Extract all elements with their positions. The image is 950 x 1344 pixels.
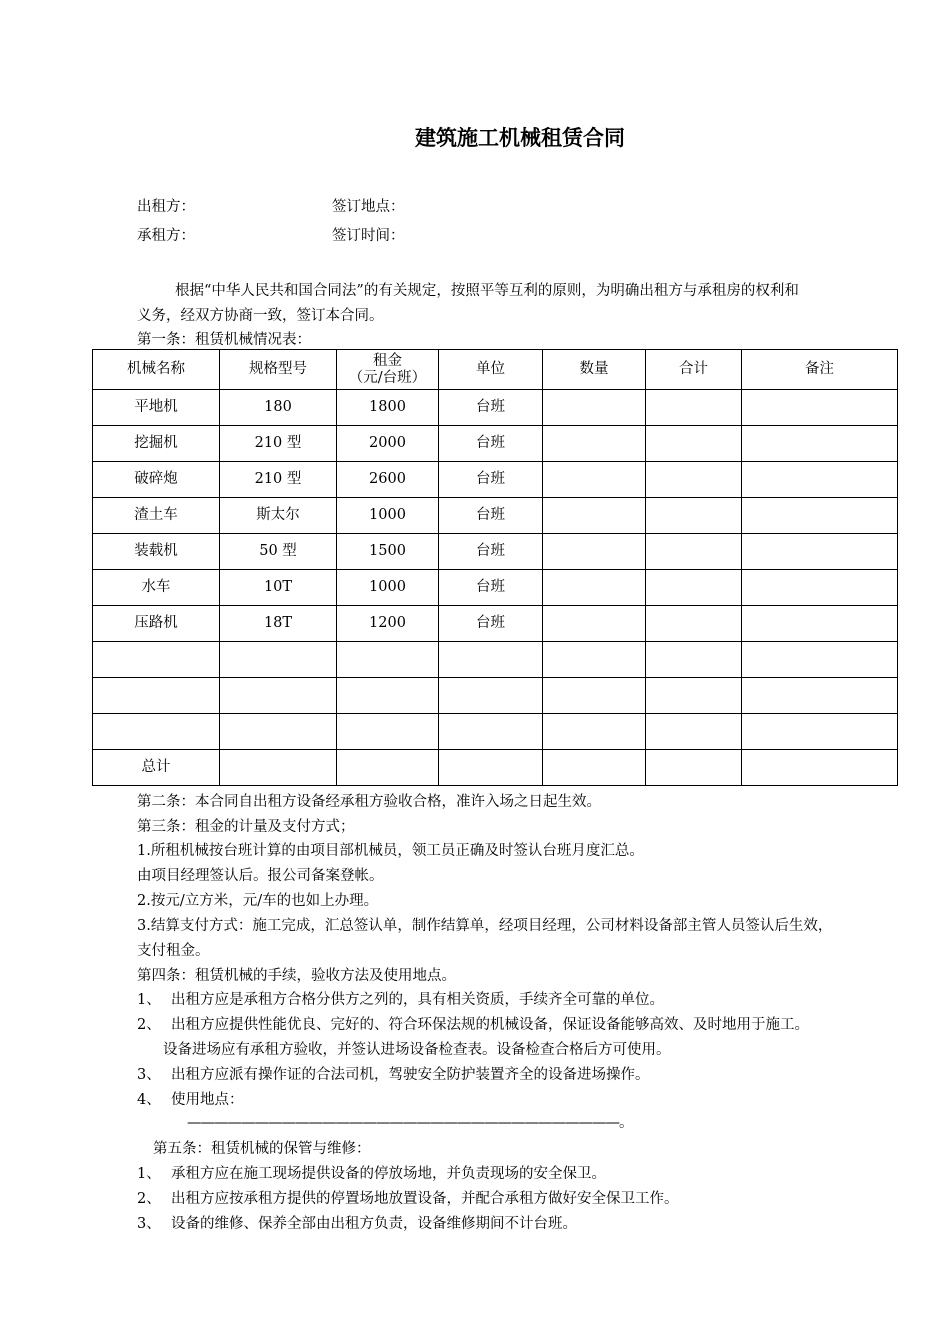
- cell-remarks: [742, 462, 898, 498]
- article-5-item-2: [137, 1187, 679, 1208]
- cell-subtotal: [646, 390, 742, 426]
- item-number: 2、: [137, 1017, 161, 1033]
- header-quantity: 数量: [543, 350, 646, 390]
- header-spec-model: 规格型号: [220, 350, 337, 390]
- cell-quantity: [543, 606, 646, 642]
- table-row: [93, 390, 898, 426]
- item-text: 出租方应派有操作证的合法司机，驾驶安全防护装置齐全的设备进场操作。: [171, 1067, 650, 1083]
- total-label: 总计: [93, 750, 220, 786]
- table-row: [93, 534, 898, 570]
- cell-rent: 1000: [337, 570, 439, 606]
- cell-machine-name: 破碎炮: [93, 462, 220, 498]
- cell-spec-model: 50 型: [220, 534, 337, 570]
- table-row: [93, 462, 898, 498]
- document-title: 建筑施工机械租赁合同: [415, 125, 625, 150]
- cell-machine-name: 挖掘机: [93, 426, 220, 462]
- cell-machine-name: 压路机: [93, 606, 220, 642]
- cell-rent: 1800: [337, 390, 439, 426]
- cell-rent: 2600: [337, 462, 439, 498]
- cell-unit: 台班: [439, 570, 543, 606]
- article-3-item-3: 3.结算支付方式：施工完成，汇总签认单，制作结算单，经项目经理，公司材料设备部主管人员签认后生效，: [137, 918, 833, 934]
- table-row-empty: [93, 642, 898, 678]
- cell-subtotal: [646, 462, 742, 498]
- cell-spec-model: 180: [220, 390, 337, 426]
- article-5-item-3: [137, 1212, 577, 1233]
- article-4-item-4: [137, 1088, 244, 1109]
- table-row: [93, 426, 898, 462]
- cell-rent: 2000: [337, 426, 439, 462]
- item-text: 出租方应是承租方合格分供方之列的，具有相关资质，手续齐全可靠的单位。: [171, 992, 664, 1008]
- cell-subtotal: [646, 498, 742, 534]
- table-header-row: [93, 350, 898, 390]
- cell-subtotal: [646, 606, 742, 642]
- sign-time-label: 签订时间：: [332, 228, 405, 244]
- item-number: 3、: [137, 1067, 161, 1083]
- cell-quantity: [543, 534, 646, 570]
- lessor-label: 出租方：: [137, 199, 195, 215]
- intro-line-2: 义务，经双方协商一致，签订本合同。: [137, 308, 384, 324]
- article-4-title: 第四条：租赁机械的手续，验收方法及使用地点。: [137, 968, 456, 984]
- party-row-lessor: [137, 195, 405, 216]
- table-row-empty: [93, 714, 898, 750]
- header-rent: [337, 350, 439, 390]
- item-text: 设备的维修、保养全部由出租方负责，设备维修期间不计台班。: [171, 1216, 577, 1232]
- cell-remarks: [742, 606, 898, 642]
- lessee-label: 承租方：: [137, 228, 195, 244]
- cell-unit: 台班: [439, 462, 543, 498]
- cell-machine-name: 水车: [93, 570, 220, 606]
- cell-unit: 台班: [439, 498, 543, 534]
- item-text: 出租方应按承租方提供的停置场地放置设备，并配合承租方做好安全保卫工作。: [171, 1191, 679, 1207]
- cell-remarks: [742, 534, 898, 570]
- cell-quantity: [543, 462, 646, 498]
- item-number: 3、: [137, 1216, 161, 1232]
- header-rent-unit: （元/台班）: [348, 369, 427, 386]
- cell-spec-model: 210 型: [220, 462, 337, 498]
- cell-spec-model: 210 型: [220, 426, 337, 462]
- cell-remarks: [742, 570, 898, 606]
- cell-machine-name: 平地机: [93, 390, 220, 426]
- cell-remarks: [742, 426, 898, 462]
- cell-unit: 台班: [439, 390, 543, 426]
- article-3-title: 第三条：租金的计量及支付方式；: [137, 819, 355, 835]
- article-2: 第二条：本合同自出租方设备经承租方验收合格，准许入场之日起生效。: [137, 794, 601, 810]
- item-number: 2、: [137, 1191, 161, 1207]
- article-4-item-2-cont: 设备进场应有承租方验收，并签认进场设备检查表。设备检查合格后方可使用。: [163, 1042, 671, 1058]
- article-3-item-2: 2.按元/立方米，元/车的也如上办理。: [137, 893, 379, 909]
- party-row-lessee: [137, 224, 405, 245]
- article-4-item-2: [137, 1013, 809, 1034]
- article-3-item-1: 1.所租机械按台班计算的由项目部机械员，领工员正确及时签认台班月度汇总。: [137, 843, 644, 859]
- cell-remarks: [742, 498, 898, 534]
- rental-machinery-table: [92, 349, 898, 786]
- table-row: [93, 498, 898, 534]
- item-text: 出租方应提供性能优良、完好的、符合环保法规的机械设备，保证设备能够高效、及时地用于施工。: [171, 1017, 809, 1033]
- article-5-item-1: [137, 1162, 606, 1183]
- article-3-item-1-cont: 由项目经理签认后。报公司备案登帐。: [137, 868, 384, 884]
- article-4-item-1: [137, 988, 664, 1009]
- location-blank-line: ————————————————————————————————。: [187, 1115, 633, 1131]
- cell-machine-name: 装载机: [93, 534, 220, 570]
- cell-quantity: [543, 426, 646, 462]
- cell-quantity: [543, 570, 646, 606]
- cell-subtotal: [646, 570, 742, 606]
- article-3-item-3-cont: 支付租金。: [137, 943, 210, 959]
- table-total-row: [93, 750, 898, 786]
- item-text: 使用地点：: [171, 1092, 244, 1108]
- cell-rent: 1000: [337, 498, 439, 534]
- cell-spec-model: 10T: [220, 570, 337, 606]
- item-number: 4、: [137, 1092, 161, 1108]
- article-4-item-3: [137, 1063, 650, 1084]
- table-row: [93, 606, 898, 642]
- item-number: 1、: [137, 992, 161, 1008]
- cell-remarks: [742, 390, 898, 426]
- cell-spec-model: 18T: [220, 606, 337, 642]
- article-1-title: 第一条：租赁机械情况表：: [137, 332, 311, 348]
- cell-subtotal: [646, 534, 742, 570]
- cell-spec-model: 斯太尔: [220, 498, 337, 534]
- table-row-empty: [93, 678, 898, 714]
- item-number: 1、: [137, 1166, 161, 1182]
- cell-rent: 1500: [337, 534, 439, 570]
- cell-quantity: [543, 390, 646, 426]
- intro-line-1: 根据“中华人民共和国合同法”的有关规定，按照平等互利的原则，为明确出租方与承租房的权利和: [175, 283, 799, 299]
- table-row: [93, 570, 898, 606]
- cell-unit: 台班: [439, 606, 543, 642]
- header-subtotal: 合计: [646, 350, 742, 390]
- cell-quantity: [543, 498, 646, 534]
- header-machine-name: 机械名称: [93, 350, 220, 390]
- cell-unit: 台班: [439, 534, 543, 570]
- article-5-title: 第五条：租赁机械的保管与维修：: [153, 1141, 371, 1157]
- cell-rent: 1200: [337, 606, 439, 642]
- cell-subtotal: [646, 426, 742, 462]
- cell-machine-name: 渣土车: [93, 498, 220, 534]
- item-text: 承租方应在施工现场提供设备的停放场地，并负责现场的安全保卫。: [171, 1166, 606, 1182]
- header-unit: 单位: [439, 350, 543, 390]
- sign-place-label: 签订地点：: [332, 199, 405, 215]
- header-rent-label: 租金: [373, 352, 402, 369]
- cell-unit: 台班: [439, 426, 543, 462]
- header-remarks: 备注: [742, 350, 898, 390]
